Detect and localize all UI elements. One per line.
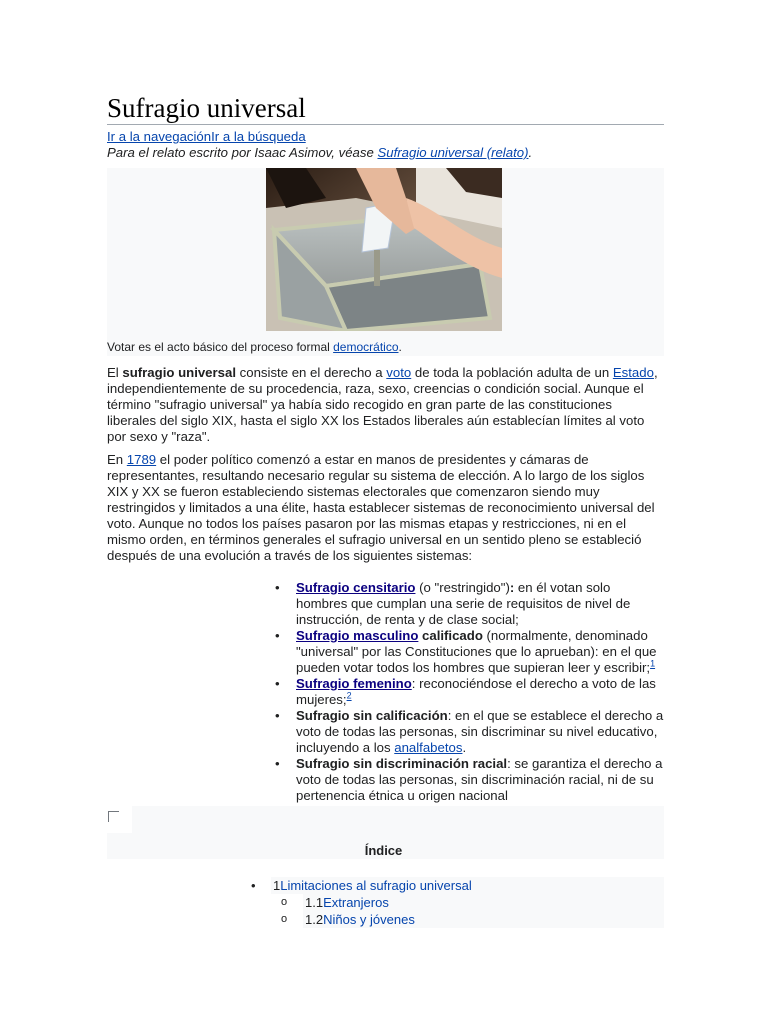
item1-colon: : — [509, 580, 515, 595]
item4-text-b: . — [462, 740, 467, 755]
page-title: Sufragio universal — [107, 92, 664, 125]
intro-paragraph-1 — [107, 365, 664, 445]
link-estado[interactable]: Estado — [612, 365, 654, 380]
ballot-box-photo-icon — [266, 168, 502, 331]
bullet-icon: • — [275, 580, 280, 595]
item2-text-a: (normalmente, denominado "universal" por las Constituciones que lo aprueban): en el que pueden votar todos los hombres que supieran leer y escribir; — [296, 628, 657, 675]
p2-text-a: En — [107, 452, 127, 467]
p2-text-b: el poder político comenzó a estar en manos de presidentes y cámaras de representantes, resultando necesario regular su sistema de elección. A lo largo de los siglos XIX y XX se fueron estableciendo sistemas electorales que comenzaron siendo muy restringidos y limitados a una élite, hasta establecer sistemas de reconocimiento universal del voto. Aunque no todos los países pasaron por las mismas etapas y restricciones, ni en el mismo orden, en términos generales el sufragio universal en un sentido pleno se estableció después de una evolución a través de los siguientes sistemas: — [107, 452, 655, 563]
caption-text: Votar es el acto básico del proceso formal — [107, 340, 334, 354]
reference-2[interactable]: 2 — [346, 690, 352, 701]
toc-number: 1 — [273, 878, 281, 893]
hatnote-suffix: . — [528, 145, 533, 160]
bullet-icon: • — [251, 878, 256, 893]
p1-text-d: , independientemente de su procedencia, raza, sexo, creencias o condición social. Aunque el término "sufragio universal" ya había sido recogido en gran parte de las constituciones liberales del siglo XIX, hasta el siglo XX los Estados liberales aún establecían límites al voto por sexo y "raza". — [107, 365, 658, 444]
toc-title: Índice — [364, 843, 403, 858]
jump-to-search-link[interactable]: Ir a la búsqueda — [211, 129, 306, 144]
hatnote-text: Para el relato escrito por Isaac Asimov, véase — [107, 145, 378, 160]
list-item — [275, 676, 664, 708]
sub-bullet-icon: o — [281, 896, 288, 908]
thumbnail-figure — [107, 168, 664, 356]
bullet-icon: • — [275, 676, 280, 691]
p1-bold-term: sufragio universal — [122, 365, 236, 380]
toc-item[interactable] — [251, 877, 664, 894]
suffrage-systems-list — [107, 580, 664, 804]
bullet-icon: • — [275, 708, 280, 723]
table-of-contents — [107, 877, 664, 928]
list-item — [275, 756, 664, 804]
item3-text-a: : reconociéndose el derecho a voto de las mujeres; — [296, 676, 656, 707]
item5-bold: Sufragio sin discriminación racial — [296, 756, 508, 771]
jump-to-navigation-link[interactable]: Ir a la navegación — [107, 129, 212, 144]
toc-header — [107, 806, 664, 859]
toc-link[interactable]: Limitaciones al sufragio universal — [280, 878, 472, 893]
p1-text-c: de toda la población adulta de un — [411, 365, 613, 380]
reference-1[interactable]: 1 — [650, 658, 656, 669]
link-sufragio-censitario[interactable]: Sufragio censitario — [296, 580, 416, 595]
item1-text-a: (o "restringido") — [415, 580, 510, 595]
hatnote — [107, 145, 664, 161]
item2-bold: calificado — [418, 628, 483, 643]
list-item — [275, 580, 664, 628]
ballot-box-photo[interactable] — [266, 168, 502, 331]
item4-text-a: : en el que se establece el derecho a voto de todas las personas, sin discriminar su nivel educativo, incluyendo a los — [296, 708, 664, 755]
toc-item[interactable] — [281, 894, 664, 911]
toc-number: 1.1 — [305, 895, 324, 910]
toc-item[interactable] — [281, 911, 664, 928]
link-sufragio-femenino[interactable]: Sufragio femenino — [296, 676, 412, 691]
list-item — [275, 628, 664, 676]
item1-text-b: en él votan solo hombres que cumplan una serie de requisitos de nivel de instrucción, de renta y de clase social; — [296, 580, 631, 627]
item5-text-a: : se garantiza el derecho a voto de todas las personas, sin discriminación racial, ni de su pertenencia étnica u origen nacional — [296, 756, 663, 803]
sub-bullet-icon: o — [281, 913, 288, 925]
link-sufragio-masculino[interactable]: Sufragio masculino — [296, 628, 419, 643]
p1-text-b: consiste en el derecho a — [236, 365, 387, 380]
bullet-icon: • — [275, 756, 280, 771]
bullet-icon: • — [275, 628, 280, 643]
toc-number: 1.2 — [305, 912, 324, 927]
item4-bold: Sufragio sin calificación — [296, 708, 448, 723]
link-voto[interactable]: voto — [386, 365, 412, 380]
link-1789[interactable]: 1789 — [126, 452, 157, 467]
article — [107, 92, 664, 804]
toc-link[interactable]: Niños y jóvenes — [323, 912, 415, 927]
toc-link[interactable]: Extranjeros — [323, 895, 389, 910]
link-analfabetos[interactable]: analfabetos — [394, 740, 463, 755]
jump-links — [107, 129, 664, 145]
figure-caption — [107, 339, 402, 355]
intro-paragraph-2 — [107, 452, 664, 564]
list-item — [275, 708, 664, 756]
caption-link-democratico[interactable]: democrático — [333, 340, 399, 354]
caption-suffix: . — [398, 340, 402, 354]
hatnote-link[interactable]: Sufragio universal (relato) — [377, 145, 529, 160]
p1-text-a: El — [107, 365, 123, 380]
toc-toggle-checkbox[interactable] — [108, 811, 119, 822]
